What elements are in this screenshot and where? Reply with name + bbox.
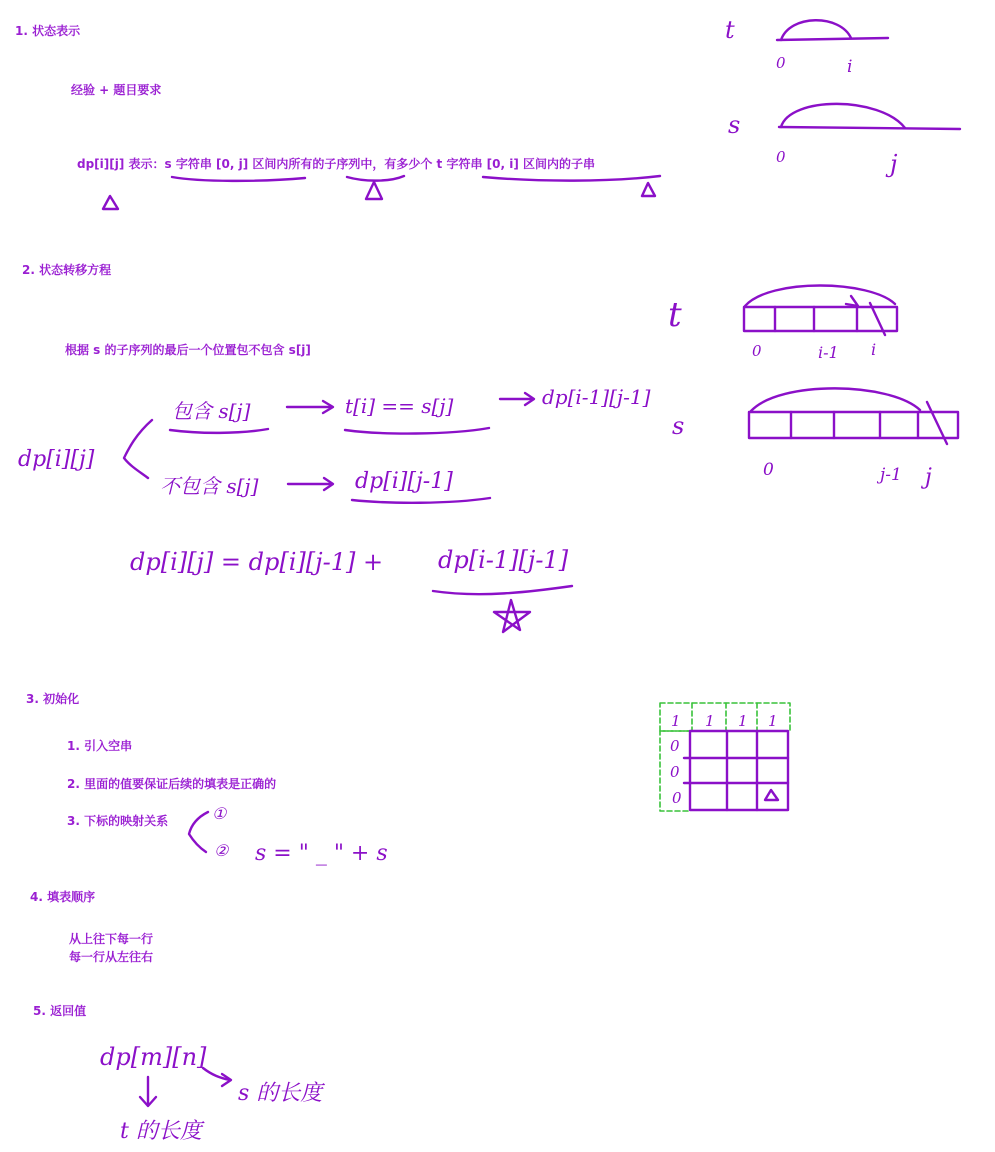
delta-mark-1 (103, 196, 118, 209)
t-array-im1: i-1 (818, 343, 839, 362)
grid-target-mark (765, 790, 778, 800)
t-array-zero: 0 (752, 342, 762, 360)
section-2-heading: 2. 状态转移方程 (22, 263, 112, 277)
grid-left-1: 0 (670, 737, 680, 755)
grid-top-1: 1 (671, 712, 681, 730)
grid-body (690, 731, 788, 810)
map-option-2-expr: s = " _ " + s (255, 841, 388, 866)
t-arc-top (781, 20, 851, 40)
t-array-arrow (846, 296, 858, 306)
grid-left-2: 0 (670, 763, 680, 781)
grid-top-3: 1 (738, 712, 748, 730)
section-3-item-2: 2. 里面的值要保证后续的填表是正确的 (67, 777, 277, 791)
underline-result-exclude (352, 498, 490, 503)
delta-mark-3 (642, 183, 655, 196)
s-label-array: s (672, 412, 685, 440)
grid-left-3: 0 (672, 789, 682, 807)
grid-top-2: 1 (705, 712, 715, 730)
s-line-top (779, 127, 960, 129)
t-i-top: i (847, 57, 853, 77)
s-label-top: s (728, 111, 741, 139)
s-array-arc (751, 388, 920, 411)
map-option-2: ② (214, 841, 229, 860)
case-exclude-label: 不包含 s[j] (160, 474, 259, 498)
s-array-j: j (925, 465, 932, 490)
s-array-box (749, 412, 958, 438)
s-zero-top: 0 (776, 148, 786, 166)
section-2-line-1: 根据 s 的子序列的最后一个位置包不包含 s[j] (65, 343, 311, 357)
result-exclude-label: dp[i][j-1] (355, 469, 453, 494)
section-3-item-3: 3. 下标的映射关系 (67, 814, 169, 828)
underline-case-include (170, 429, 268, 433)
brace-cases (124, 420, 152, 478)
t-label-top: t (725, 16, 735, 44)
section-4-heading: 4. 填表顺序 (30, 890, 96, 904)
section-4-line-1: 从上往下每一行 (69, 932, 154, 946)
s-j-top: j (890, 150, 898, 178)
case-include-label: 包含 s[j] (172, 399, 251, 423)
return-arrow-right-shaft (203, 1068, 230, 1080)
section-1-line-1: 经验 + 题目要求 (71, 83, 162, 97)
s-array-jm1: j-1 (880, 465, 902, 485)
section-4-line-2: 每一行从左往右 (69, 950, 154, 964)
return-dp: dp[m][n] (100, 1043, 207, 1071)
section-3-item-1: 1. 引入空串 (67, 739, 133, 753)
map-option-1: ① (212, 804, 227, 823)
underline-t-range (483, 176, 660, 181)
star-mark (494, 600, 530, 632)
section-1-heading: 1. 状态表示 (15, 24, 81, 38)
delta-mark-2 (366, 182, 382, 199)
underline-subsequence (347, 176, 404, 181)
result-include-label: dp[i-1][j-1] (542, 385, 651, 409)
underline-condition (345, 428, 489, 434)
underline-s-range (172, 177, 305, 181)
return-t-length: t 的长度 (120, 1119, 202, 1144)
t-array-i: i (871, 340, 877, 359)
underline-equation-rhs (433, 586, 572, 594)
section-3-heading: 3. 初始化 (26, 692, 80, 706)
section-5-heading: 5. 返回值 (33, 1004, 87, 1018)
dp-ij-left: dp[i][j] (18, 447, 95, 472)
t-zero-top: 0 (776, 54, 786, 72)
t-array-arc (745, 286, 895, 307)
return-s-length: s 的长度 (238, 1081, 323, 1106)
t-label-array: t (668, 295, 682, 335)
t-line-top (777, 38, 888, 40)
equation-rhs: dp[i-1][j-1] (438, 546, 569, 574)
equation-lhs: dp[i][j] = dp[i][j-1] + (130, 548, 384, 576)
s-array-zero: 0 (763, 460, 774, 480)
s-arc-top (781, 104, 905, 128)
brace-mapping (189, 812, 208, 852)
condition-label: t[i] == s[j] (345, 394, 454, 418)
section-1-line-2: dp[i][j] 表示：s 字符串 [0, j] 区间内所有的子序列中，有多少个 t 字符串 [0, i] 区间内的子串 (77, 157, 595, 171)
grid-top-4: 1 (768, 712, 778, 730)
